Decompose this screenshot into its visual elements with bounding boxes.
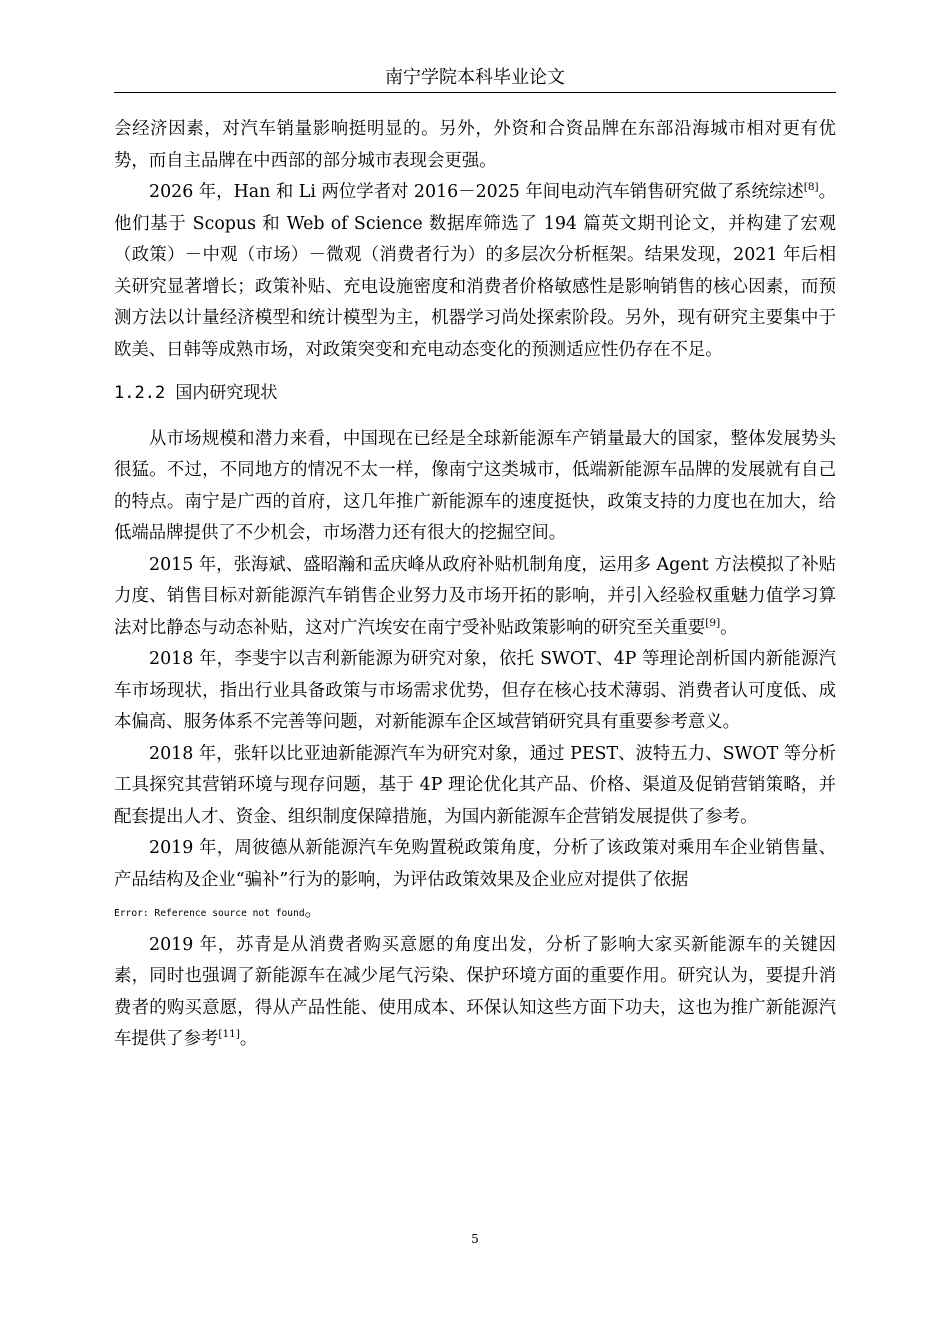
citation-9: [9] [705, 616, 721, 629]
page-number: 5 [471, 1232, 479, 1246]
section-heading: 1.2.2 国内研究现状 [114, 383, 278, 403]
paragraph-8-text-b: 。 [239, 1029, 258, 1049]
citation-11: [11] [218, 1028, 240, 1040]
paragraph-6: 2018 年，张轩以比亚迪新能源汽车为研究对象，通过 PEST、波特五力、SWOT 等分析工具探究其营销环境与现存问题，基于 4P 理论优化其产品、价格、渠道及促销营销策略，并配套提出人才、资金、组织制度保障措施，为国内新能源车企营销发展提供了参考。 [114, 743, 836, 827]
paragraph-4-text-a: 2015 年，张海斌、盛昭瀚和孟庆峰从政府补贴机制角度，运用多 Agent 方法模拟了补贴力度、销售目标对新能源汽车销售企业努力及市场开拓的影响，并引入经验权重魅力值学习算法对比静态与动态补贴，这对广汽埃安在南宁受补贴政策影响的研究至关重要 [114, 554, 836, 638]
paragraph-8 [114, 930, 836, 1056]
paragraph-4 [114, 550, 836, 645]
paragraph-7 [114, 833, 836, 930]
reference-error: Error: Reference source not found [114, 908, 305, 919]
paragraph-2-text-b: 。他们基于 Scopus 和 Web of Science 数据库筛选了 194 篇英文期刊论文，并构建了宏观（政策）－中观（市场）－微观（消费者行为）的多层次分析框架。结果发现，2021 年后相关研究显著增长；政策补贴、充电设施密度和消费者价格敏感性是影响销售的核心因素，而预测方法以计量经济模型和统计模型为主，机器学习尚处探索阶段。另外，现有研究主要集中于欧美、日韩等成熟市场，对政策突变和充电动态变化的预测适应性仍存在不足。 [114, 182, 836, 360]
page-header: 南宁学院本科毕业论文 [114, 64, 836, 93]
paragraph-4-text-b: 。 [720, 617, 738, 638]
paragraph-7-text-a: 2019 年，周彼德从新能源汽车免购置税政策角度，分析了该政策对乘用车企业销售量、产品结构及企业“骗补”行为的影响，为评估政策效果及企业应对提供了依据 [114, 838, 836, 890]
paragraph-2 [114, 177, 836, 366]
paragraph-3: 从市场规模和潜力来看，中国现在已经是全球新能源车产销量最大的国家，整体发展势头很猛。不过，不同地方的情况不太一样，像南宁这类城市，低端新能源车品牌的发展就有自己的特点。南宁是广西的首府，这几年推广新能源车的速度挺快，政策支持的力度也在加大，给低端品牌提供了不少机会，市场潜力还有很大的挖掘空间。 [114, 428, 836, 543]
body-text [114, 114, 836, 1056]
citation-8: [8] [803, 181, 819, 193]
paragraph-8-text-a: 2019 年，苏青是从消费者购买意愿的角度出发，分析了影响大家买新能源车的关键因素，同时也强调了新能源车在减少尾气污染、保护环境方面的重要作用。研究认为，要提升消费者的购买意愿，得从产品性能、使用成本、环保认知这些方面下功夫，这也为推广新能源汽车提供了参考 [114, 934, 836, 1049]
paragraph-2-text-a: 2026 年，Han 和 Li 两位学者对 2016－2025 年间电动汽车销售研究做了系统综述 [149, 182, 804, 202]
paragraph-7-text-b: 。 [304, 901, 323, 921]
paragraph-5: 2018 年，李斐宇以吉利新能源为研究对象，依托 SWOT、4P 等理论剖析国内新能源汽车市场现状，指出行业具备政策与市场需求优势，但存在核心技术薄弱、消费者认可度低、成本偏高、服务体系不完善等问题，对新能源车企区域营销研究具有重要参考意义。 [114, 649, 836, 732]
paragraph-1: 会经济因素，对汽车销量影响挺明显的。另外，外资和合资品牌在东部沿海城市相对更有优势，而自主品牌在中西部的部分城市表现会更强。 [114, 119, 836, 171]
